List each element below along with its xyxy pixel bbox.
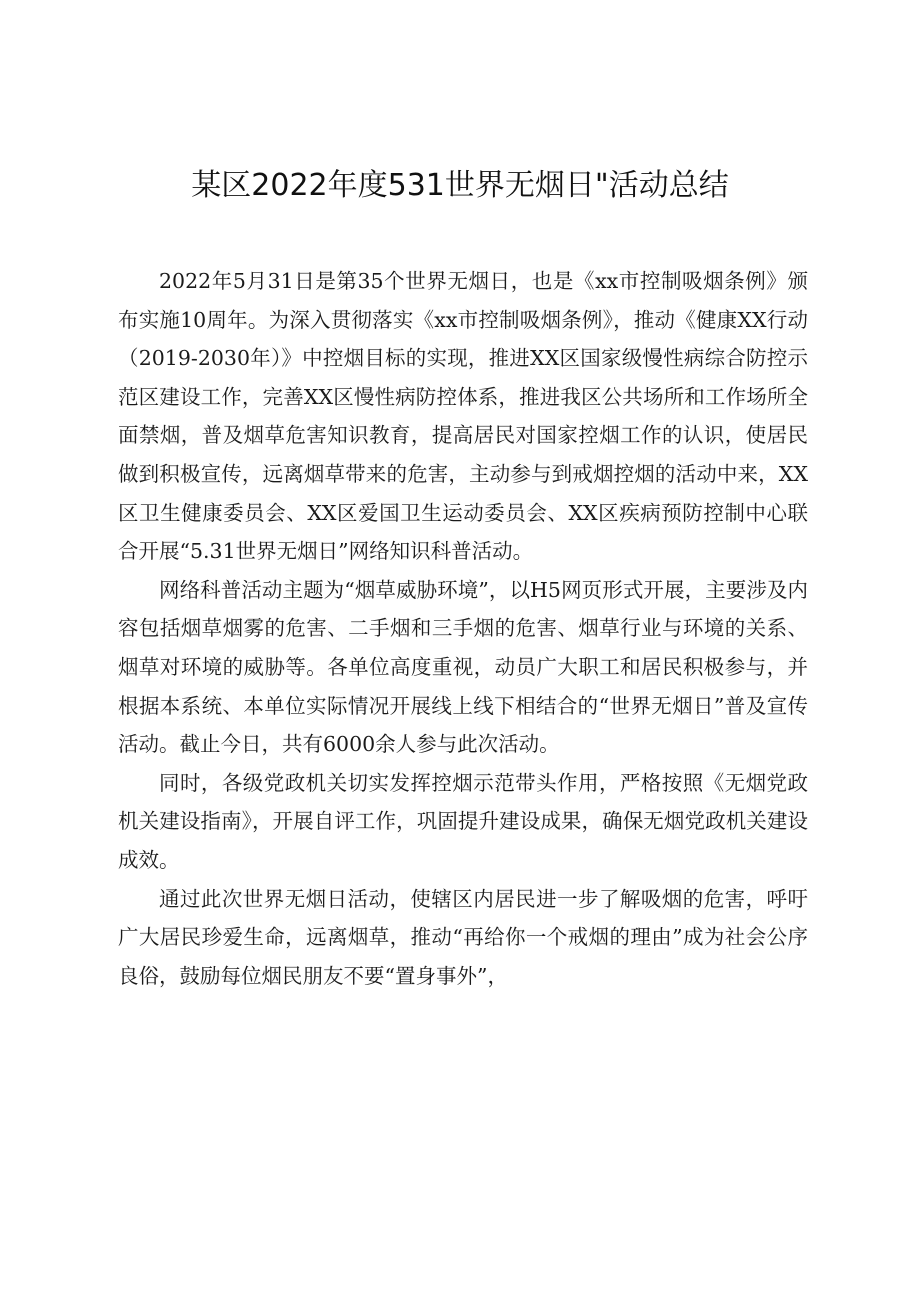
paragraph-party-agencies: 同时，各级党政机关切实发挥控烟示范带头作用，严格按照《无烟党政机关建设指南》，开展自评工作，巩固提升建设成果，确保无烟党政机关建设成效。	[118, 770, 808, 872]
paragraph-conclusion: 通过此次世界无烟日活动，使辖区内居民进一步了解吸烟的危害，呼吁广大居民珍爱生命，远离烟草，推动“再给你一个戒烟的理由”成为社会公序良俗，鼓励每位烟民朋友不要“置身事外”，	[118, 886, 808, 988]
document-title: 某区2022年度531世界无烟日"活动总结	[191, 168, 729, 203]
paragraph-activity-theme: 网络科普活动主题为“烟草威胁环境”，以H5网页形式开展，主要涉及内容包括烟草烟雾的危害、二手烟和三手烟的危害、烟草行业与环境的关系、烟草对环境的威胁等。各单位高度重视，动员广大职工和居民积极参与，并根据本系统、本单位实际情况开展线上线下相结合的“世界无烟日”普及宣传活动。截止今日，共有6000余人参与此次活动。	[118, 577, 808, 757]
paragraph-intro: 2022年5月31日是第35个世界无烟日，也是《xx市控制吸烟条例》颁布实施10周年。为深入贯彻落实《xx市控制吸烟条例》，推动《健康XX行动（2019-2030年）》中控烟目标的实现，推进XX区国家级慢性病综合防控示范区建设工作，完善XX区慢性病防控体系，推进我区公共场所和工作场所全面禁烟，普及烟草危害知识教育，提高居民对国家控烟工作的认识，使居民做到积极宣传，远离烟草带来的危害，主动参与到戒烟控烟的活动中来，XX区卫生健康委员会、XX区爱国卫生运动委员会、XX区疾病预防控制中心联合开展“5.31世界无烟日”网络知识科普活动。	[118, 269, 808, 564]
document-body	[118, 262, 808, 995]
